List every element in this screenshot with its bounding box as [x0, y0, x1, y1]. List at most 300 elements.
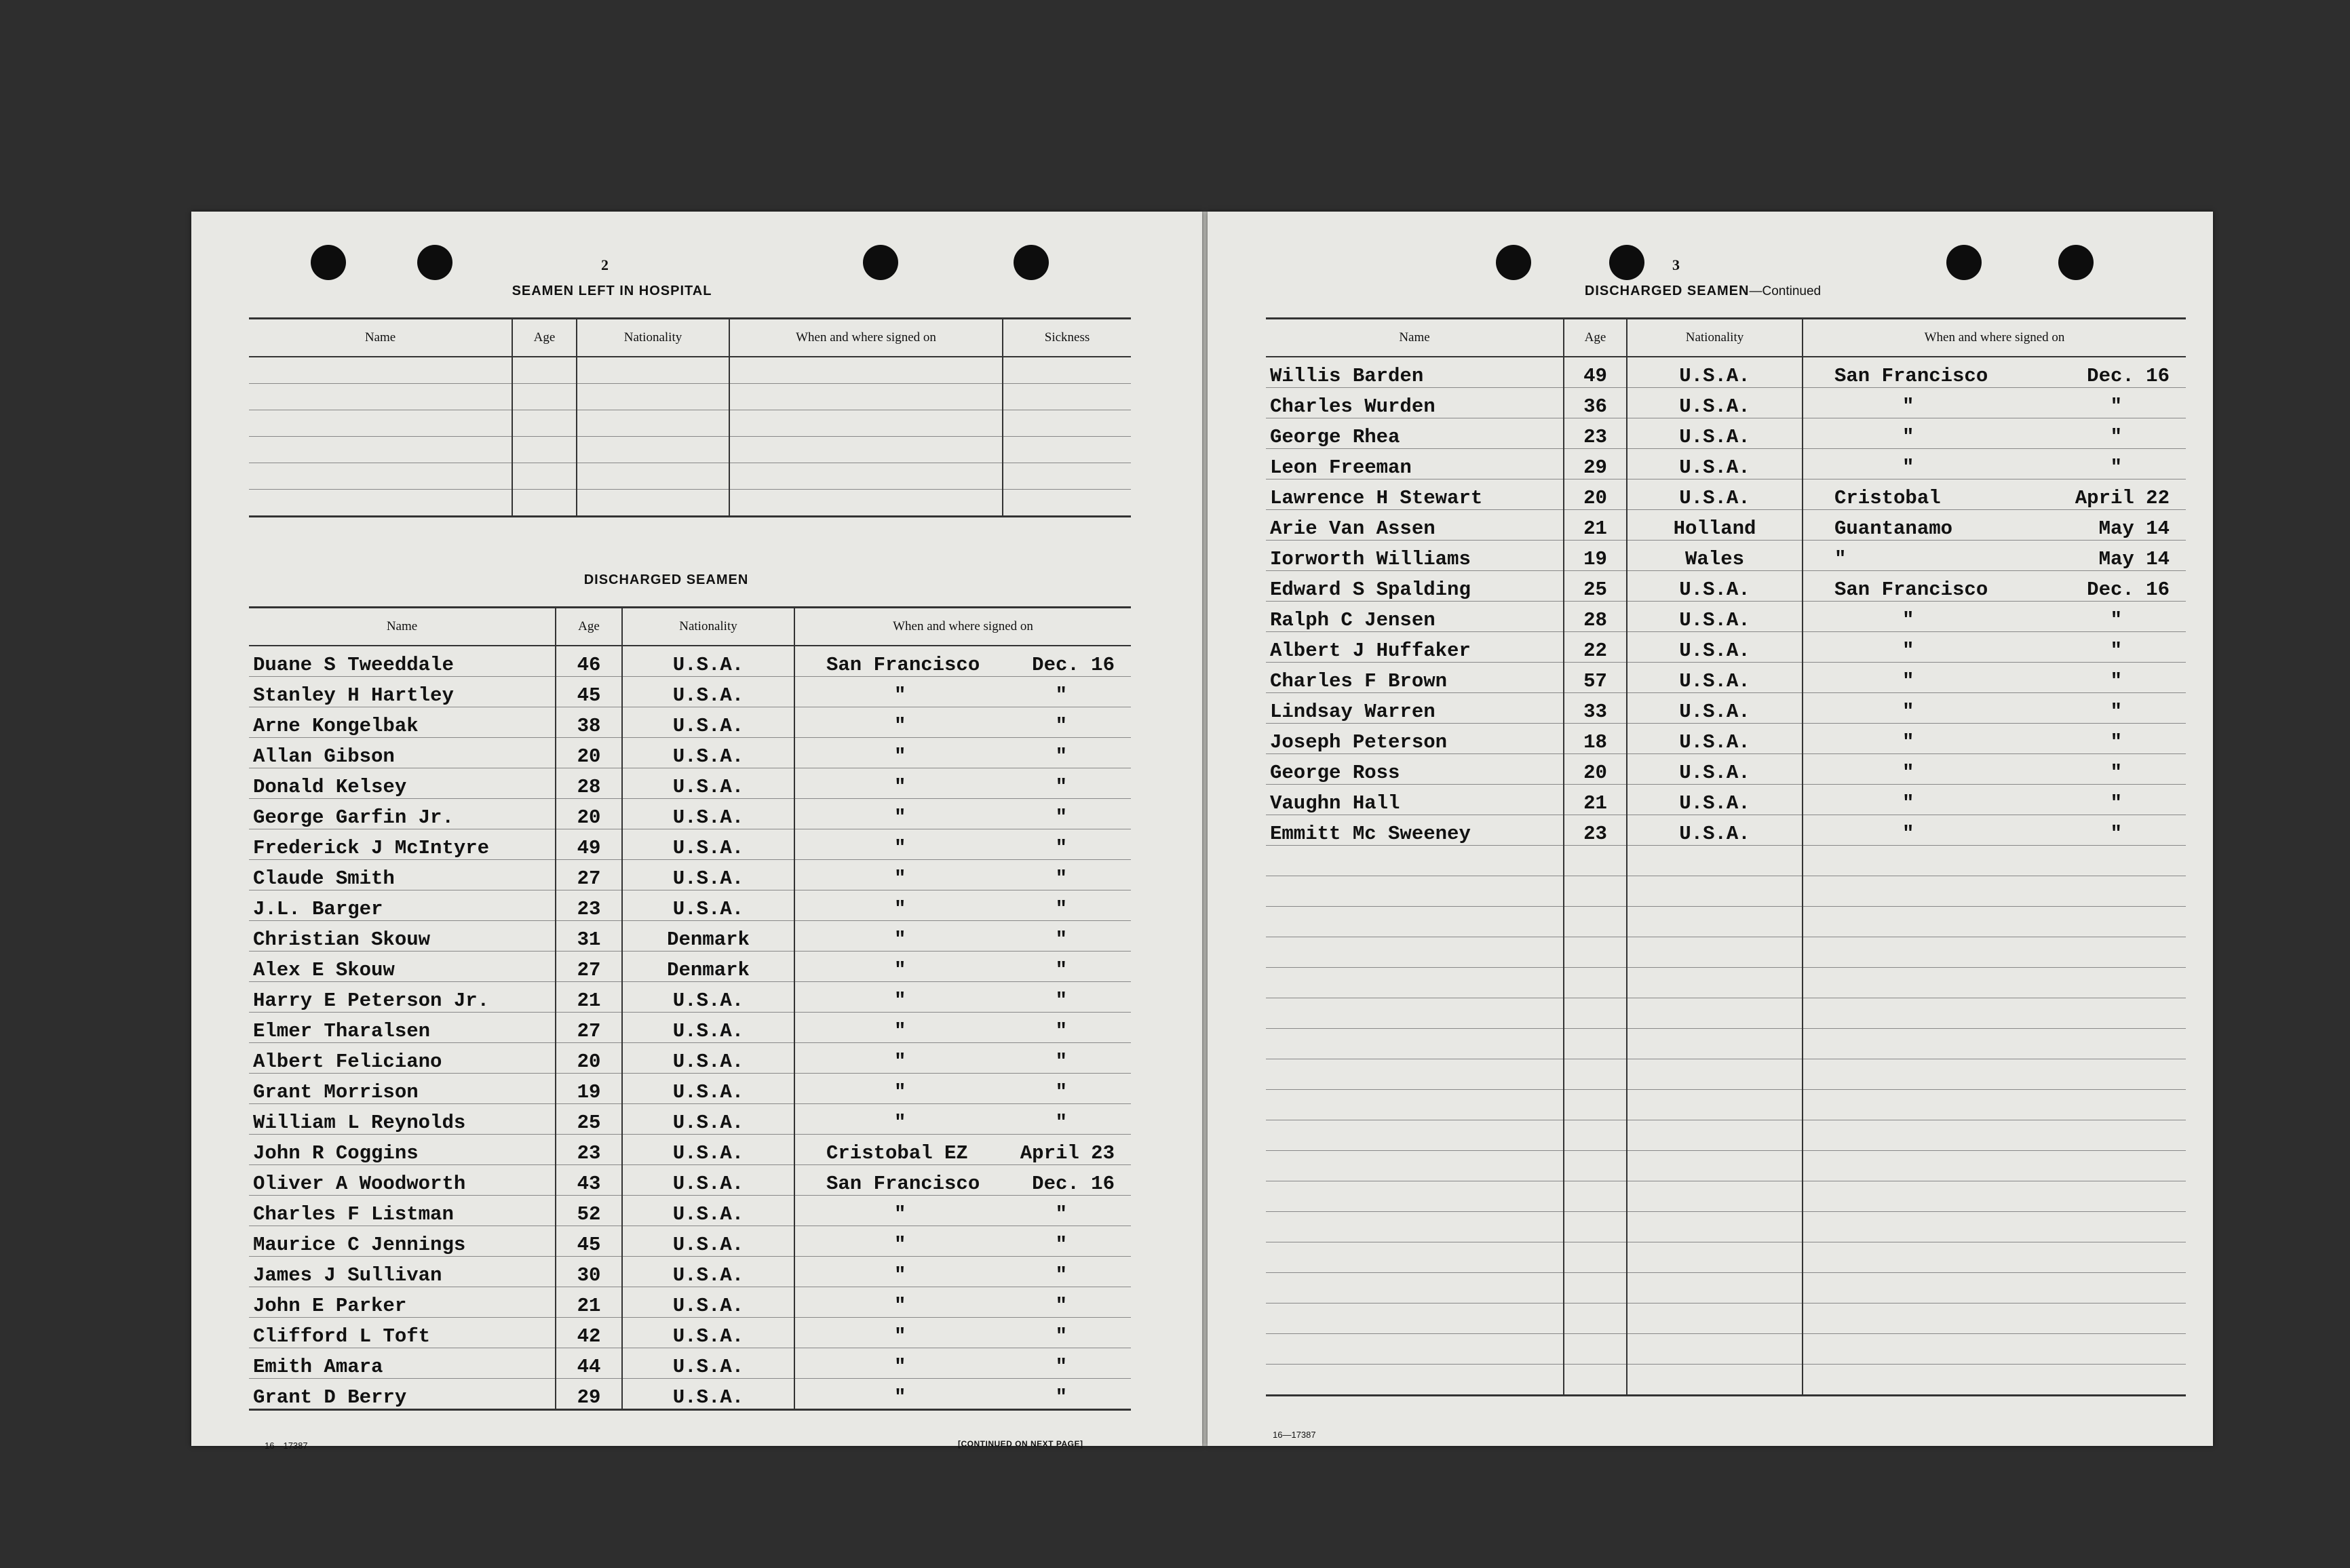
blank-cell — [729, 463, 1003, 490]
seaman-nationality: Holland — [1627, 510, 1803, 541]
signed-on — [1807, 609, 2182, 631]
signed-on-place: " — [1902, 670, 1914, 692]
seaman-age: 28 — [1564, 602, 1627, 632]
table-row — [249, 646, 1131, 677]
signed-on-cell — [1803, 602, 2186, 632]
seaman-nationality: U.S.A. — [622, 1104, 794, 1135]
seaman-age: 45 — [556, 677, 622, 707]
signed-on-place: " — [1902, 701, 1914, 723]
seaman-nationality: U.S.A. — [622, 1135, 794, 1165]
seaman-name: William L Reynolds — [249, 1104, 556, 1135]
seaman-age: 38 — [556, 707, 622, 738]
table-row — [249, 982, 1131, 1013]
seaman-age: 36 — [1564, 388, 1627, 418]
signed-on-place: " — [894, 1356, 906, 1378]
seaman-age: 43 — [556, 1165, 622, 1196]
column-header: Nationality — [1627, 319, 1803, 357]
discharged-section-title: DISCHARGED SEAMEN — [583, 572, 749, 587]
signed-on-date: " — [2110, 823, 2122, 845]
blank-cell — [1266, 1181, 1564, 1212]
blank-cell — [1564, 1212, 1627, 1242]
blank-cell — [1803, 1090, 2186, 1120]
table-row — [249, 921, 1131, 952]
signed-on-cell — [1803, 418, 2186, 449]
punch-hole — [1946, 245, 1982, 280]
blank-cell — [1627, 1334, 1803, 1365]
blank-row — [249, 463, 1131, 490]
seaman-age: 30 — [556, 1257, 622, 1287]
seaman-nationality: U.S.A. — [622, 707, 794, 738]
signed-on-cell — [794, 1043, 1131, 1074]
blank-cell — [1803, 968, 2186, 998]
seaman-name: Arie Van Assen — [1266, 510, 1564, 541]
signed-on — [1807, 395, 2182, 418]
seaman-nationality: U.S.A. — [1627, 602, 1803, 632]
signed-on-cell — [1803, 541, 2186, 571]
seaman-nationality: U.S.A. — [622, 1287, 794, 1318]
signed-on-date: " — [1055, 745, 1067, 768]
seaman-name: Joseph Peterson — [1266, 724, 1564, 754]
seaman-nationality: U.S.A. — [1627, 479, 1803, 510]
right-page — [1208, 212, 2213, 1446]
blank-cell — [729, 357, 1003, 384]
signed-on-date: " — [1055, 684, 1067, 707]
table-row — [1266, 571, 2186, 602]
blank-cell — [1803, 1334, 2186, 1365]
seaman-nationality: U.S.A. — [622, 646, 794, 677]
signed-on-date: " — [2110, 701, 2122, 723]
signed-on-place: " — [1902, 823, 1914, 845]
form-number: 16—17387 — [265, 1440, 308, 1451]
blank-cell — [512, 384, 577, 410]
table-row — [249, 1287, 1131, 1318]
signed-on-cell — [1803, 785, 2186, 815]
seaman-nationality: Wales — [1627, 541, 1803, 571]
left-page — [191, 212, 1202, 1451]
blank-cell — [249, 463, 512, 490]
seaman-nationality: U.S.A. — [1627, 388, 1803, 418]
seaman-name: Donald Kelsey — [249, 768, 556, 799]
signed-on-date: " — [2110, 762, 2122, 784]
signed-on-place: " — [894, 715, 906, 737]
signed-on-place: " — [894, 1051, 906, 1073]
blank-cell — [1003, 490, 1131, 517]
table-row — [249, 1257, 1131, 1287]
signed-on — [1807, 792, 2182, 815]
signed-on-place: " — [894, 989, 906, 1012]
signed-on — [799, 1081, 1127, 1103]
signed-on-date: Dec. 16 — [2087, 579, 2170, 601]
blank-row — [1266, 937, 2186, 968]
signed-on-date: " — [1055, 1081, 1067, 1103]
signed-on-cell — [794, 860, 1131, 890]
signed-on-cell — [794, 768, 1131, 799]
punch-hole — [1609, 245, 1644, 280]
blank-cell — [1627, 1151, 1803, 1181]
signed-on-cell — [794, 1379, 1131, 1410]
column-header: Name — [1266, 319, 1564, 357]
table-row — [1266, 602, 2186, 632]
blank-row — [1266, 1304, 2186, 1334]
table-row — [249, 1226, 1131, 1257]
blank-cell — [1803, 1304, 2186, 1334]
seaman-nationality: U.S.A. — [622, 1043, 794, 1074]
seaman-age: 31 — [556, 921, 622, 952]
blank-cell — [512, 437, 577, 463]
blank-cell — [1803, 1151, 2186, 1181]
blank-cell — [1627, 1090, 1803, 1120]
signed-on-place: " — [894, 928, 906, 951]
seaman-name: Maurice C Jennings — [249, 1226, 556, 1257]
signed-on-cell — [794, 1318, 1131, 1348]
table-row — [1266, 541, 2186, 571]
signed-on-place: " — [1902, 640, 1914, 662]
signed-on-date: " — [1055, 715, 1067, 737]
signed-on-cell — [794, 982, 1131, 1013]
signed-on-cell — [1803, 479, 2186, 510]
signed-on-date: " — [2110, 670, 2122, 692]
blank-row — [1266, 1334, 2186, 1365]
seaman-nationality: U.S.A. — [1627, 663, 1803, 693]
signed-on — [1807, 426, 2182, 448]
blank-row — [1266, 1212, 2186, 1242]
table-row — [249, 1104, 1131, 1135]
signed-on — [799, 1203, 1127, 1226]
blank-cell — [1266, 1273, 1564, 1304]
signed-on-place: " — [894, 1081, 906, 1103]
seaman-age: 25 — [1564, 571, 1627, 602]
signed-on-place: Guantanamo — [1834, 517, 1953, 540]
seaman-name: George Ross — [1266, 754, 1564, 785]
blank-cell — [1564, 937, 1627, 968]
blank-row — [1266, 1120, 2186, 1151]
table-row — [249, 1165, 1131, 1196]
blank-row — [249, 384, 1131, 410]
signed-on-place: San Francisco — [1834, 579, 1988, 601]
blank-cell — [1803, 1242, 2186, 1273]
seaman-age: 23 — [1564, 418, 1627, 449]
seaman-age: 20 — [556, 738, 622, 768]
signed-on — [1807, 456, 2182, 479]
blank-cell — [512, 357, 577, 384]
signed-on-date: " — [1055, 806, 1067, 829]
signed-on-place: " — [1902, 609, 1914, 631]
seaman-name: John E Parker — [249, 1287, 556, 1318]
seaman-age: 27 — [556, 1013, 622, 1043]
signed-on — [1807, 365, 2182, 387]
blank-row — [1266, 1059, 2186, 1090]
signed-on-date: " — [1055, 928, 1067, 951]
signed-on-place: " — [894, 1325, 906, 1348]
seaman-nationality: Denmark — [622, 952, 794, 982]
signed-on — [799, 959, 1127, 981]
seaman-name: Christian Skouw — [249, 921, 556, 952]
blank-cell — [1564, 907, 1627, 937]
signed-on-place: San Francisco — [826, 654, 980, 676]
blank-cell — [1803, 1365, 2186, 1396]
table-row — [249, 738, 1131, 768]
signed-on-place: San Francisco — [826, 1173, 980, 1195]
table-row — [1266, 479, 2186, 510]
blank-cell — [577, 437, 729, 463]
signed-on — [799, 684, 1127, 707]
seaman-age: 19 — [1564, 541, 1627, 571]
blank-cell — [1803, 876, 2186, 907]
signed-on-date: April 22 — [2075, 487, 2170, 509]
seaman-nationality: U.S.A. — [622, 1348, 794, 1379]
seaman-name: Emmitt Mc Sweeney — [1266, 815, 1564, 846]
signed-on-place: " — [1902, 762, 1914, 784]
seaman-name: Frederick J McIntyre — [249, 829, 556, 860]
seaman-name: Alex E Skouw — [249, 952, 556, 982]
blank-cell — [1627, 876, 1803, 907]
column-header: Nationality — [622, 608, 794, 646]
seaman-nationality: U.S.A. — [622, 860, 794, 890]
seaman-name: James J Sullivan — [249, 1257, 556, 1287]
signed-on-date: " — [1055, 776, 1067, 798]
table-row — [249, 1318, 1131, 1348]
seaman-nationality: U.S.A. — [1627, 571, 1803, 602]
seaman-name: Arne Kongelbak — [249, 707, 556, 738]
punch-hole — [417, 245, 452, 280]
seaman-age: 49 — [1564, 357, 1627, 388]
signed-on-cell — [794, 952, 1131, 982]
seaman-name: Stanley H Hartley — [249, 677, 556, 707]
blank-row — [1266, 1273, 2186, 1304]
blank-cell — [1627, 968, 1803, 998]
seaman-name: Lindsay Warren — [1266, 693, 1564, 724]
seaman-nationality: U.S.A. — [1627, 418, 1803, 449]
blank-cell — [1803, 998, 2186, 1029]
seaman-nationality: U.S.A. — [622, 829, 794, 860]
seaman-name: Allan Gibson — [249, 738, 556, 768]
table-row — [249, 1135, 1131, 1165]
seaman-age: 20 — [1564, 479, 1627, 510]
table-row — [1266, 449, 2186, 479]
seaman-name: Claude Smith — [249, 860, 556, 890]
blank-cell — [1803, 937, 2186, 968]
signed-on-cell — [794, 1104, 1131, 1135]
blank-cell — [1627, 998, 1803, 1029]
signed-on-date: " — [1055, 1234, 1067, 1256]
blank-cell — [1803, 1029, 2186, 1059]
continued-suffix: —Continued — [1749, 284, 1822, 298]
table-row — [249, 1379, 1131, 1410]
signed-on-cell — [1803, 815, 2186, 846]
blank-cell — [1627, 1059, 1803, 1090]
signed-on-cell — [794, 646, 1131, 677]
signed-on-cell — [1803, 693, 2186, 724]
punch-hole — [2058, 245, 2094, 280]
signed-on-date: " — [2110, 609, 2122, 631]
seaman-name: Albert J Huffaker — [1266, 632, 1564, 663]
blank-cell — [249, 384, 512, 410]
signed-on — [799, 837, 1127, 859]
signed-on-date: " — [1055, 1112, 1067, 1134]
blank-cell — [1564, 846, 1627, 876]
signed-on — [1807, 731, 2182, 753]
seaman-name: Clifford L Toft — [249, 1318, 556, 1348]
table-row — [1266, 693, 2186, 724]
signed-on-date: " — [1055, 1386, 1067, 1409]
signed-on-cell — [1803, 510, 2186, 541]
seaman-nationality: U.S.A. — [622, 1165, 794, 1196]
signed-on-place: " — [894, 776, 906, 798]
seaman-age: 27 — [556, 860, 622, 890]
signed-on-date: " — [1055, 1295, 1067, 1317]
seaman-age: 20 — [556, 1043, 622, 1074]
discharged-continued-title — [1533, 283, 1872, 299]
blank-cell — [1266, 1029, 1564, 1059]
seaman-name: Willis Barden — [1266, 357, 1564, 388]
table-row — [249, 890, 1131, 921]
blank-row — [1266, 1365, 2186, 1396]
signed-on-place: " — [894, 1295, 906, 1317]
seaman-age: 28 — [556, 768, 622, 799]
seaman-nationality: U.S.A. — [622, 1226, 794, 1257]
blank-cell — [1627, 846, 1803, 876]
signed-on — [799, 1386, 1127, 1409]
signed-on-place: " — [1902, 395, 1914, 418]
seaman-name: John R Coggins — [249, 1135, 556, 1165]
blank-cell — [1266, 1120, 1564, 1151]
blank-cell — [1564, 1090, 1627, 1120]
seaman-age: 22 — [1564, 632, 1627, 663]
signed-on-cell — [794, 799, 1131, 829]
signed-on — [1807, 487, 2182, 509]
seaman-age: 19 — [556, 1074, 622, 1104]
blank-cell — [1003, 410, 1131, 437]
column-header: Sickness — [1003, 319, 1131, 357]
signed-on-cell — [794, 890, 1131, 921]
signed-on — [799, 989, 1127, 1012]
blank-cell — [1003, 463, 1131, 490]
signed-on-cell — [1803, 632, 2186, 663]
signed-on-cell — [794, 1196, 1131, 1226]
blank-cell — [729, 410, 1003, 437]
table-row — [1266, 418, 2186, 449]
signed-on-date: Dec. 16 — [2087, 365, 2170, 387]
signed-on — [1807, 670, 2182, 692]
blank-cell — [1266, 1304, 1564, 1334]
table-row — [249, 1348, 1131, 1379]
blank-cell — [1803, 1120, 2186, 1151]
seaman-name: Charles Wurden — [1266, 388, 1564, 418]
table-row — [1266, 785, 2186, 815]
blank-cell — [1266, 1090, 1564, 1120]
seaman-nationality: U.S.A. — [1627, 357, 1803, 388]
table-row — [249, 707, 1131, 738]
table-row — [249, 677, 1131, 707]
seaman-nationality: U.S.A. — [622, 982, 794, 1013]
signed-on-cell — [794, 707, 1131, 738]
seaman-nationality: U.S.A. — [1627, 632, 1803, 663]
seaman-nationality: U.S.A. — [1627, 693, 1803, 724]
blank-cell — [1564, 876, 1627, 907]
seaman-age: 27 — [556, 952, 622, 982]
signed-on-place: " — [1902, 426, 1914, 448]
table-row — [1266, 388, 2186, 418]
blank-cell — [1564, 1120, 1627, 1151]
signed-on-place: " — [894, 684, 906, 707]
column-header: Age — [556, 608, 622, 646]
blank-cell — [1564, 1059, 1627, 1090]
signed-on-place: " — [1902, 456, 1914, 479]
table-row — [1266, 754, 2186, 785]
signed-on — [799, 715, 1127, 737]
signed-on-cell — [794, 1135, 1131, 1165]
signed-on-cell — [794, 1287, 1131, 1318]
signed-on-cell — [1803, 357, 2186, 388]
signed-on-date: " — [2110, 456, 2122, 479]
signed-on-place: San Francisco — [1834, 365, 1988, 387]
signed-on-date: " — [1055, 1325, 1067, 1348]
punch-hole — [1014, 245, 1049, 280]
signed-on-date: " — [1055, 1356, 1067, 1378]
blank-cell — [249, 410, 512, 437]
seaman-age: 33 — [1564, 693, 1627, 724]
seaman-age: 23 — [556, 890, 622, 921]
table-row — [1266, 357, 2186, 388]
signed-on-date: " — [1055, 1051, 1067, 1073]
signed-on-date: Dec. 16 — [1032, 1173, 1115, 1195]
table-row — [249, 860, 1131, 890]
blank-row — [1266, 968, 2186, 998]
blank-row — [1266, 1090, 2186, 1120]
blank-row — [249, 357, 1131, 384]
blank-cell — [1564, 1365, 1627, 1396]
blank-cell — [1627, 1120, 1803, 1151]
page-number: 3 — [1672, 256, 1680, 273]
seaman-age: 20 — [1564, 754, 1627, 785]
blank-row — [1266, 1181, 2186, 1212]
signed-on-date: " — [2110, 792, 2122, 815]
seaman-name: George Rhea — [1266, 418, 1564, 449]
form-number: 16—17387 — [1273, 1430, 1316, 1440]
seaman-name: J.L. Barger — [249, 890, 556, 921]
signed-on-date: May 14 — [2098, 517, 2170, 540]
signed-on — [799, 1325, 1127, 1348]
seaman-nationality: U.S.A. — [622, 1196, 794, 1226]
blank-cell — [1266, 968, 1564, 998]
signed-on — [1807, 640, 2182, 662]
signed-on-date: Dec. 16 — [1032, 654, 1115, 676]
seaman-name: Albert Feliciano — [249, 1043, 556, 1074]
seaman-age: 18 — [1564, 724, 1627, 754]
blank-cell — [1803, 1181, 2186, 1212]
blank-cell — [1266, 1365, 1564, 1396]
signed-on — [799, 928, 1127, 951]
table-row — [249, 1013, 1131, 1043]
blank-cell — [1564, 1334, 1627, 1365]
blank-row — [1266, 846, 2186, 876]
seaman-name: George Garfin Jr. — [249, 799, 556, 829]
column-header: When and where signed on — [794, 608, 1131, 646]
seaman-age: 29 — [1564, 449, 1627, 479]
hospital-section-title: SEAMEN LEFT IN HOSPITAL — [512, 283, 712, 298]
signed-on-cell — [794, 1165, 1131, 1196]
blank-cell — [1627, 937, 1803, 968]
signed-on-cell — [794, 1013, 1131, 1043]
seaman-age: 44 — [556, 1348, 622, 1379]
blank-cell — [1627, 907, 1803, 937]
seaman-name: Duane S Tweeddale — [249, 646, 556, 677]
column-header: Name — [249, 608, 556, 646]
signed-on-date: " — [1055, 867, 1067, 890]
signed-on — [799, 1020, 1127, 1042]
blank-cell — [577, 357, 729, 384]
table-row — [249, 829, 1131, 860]
